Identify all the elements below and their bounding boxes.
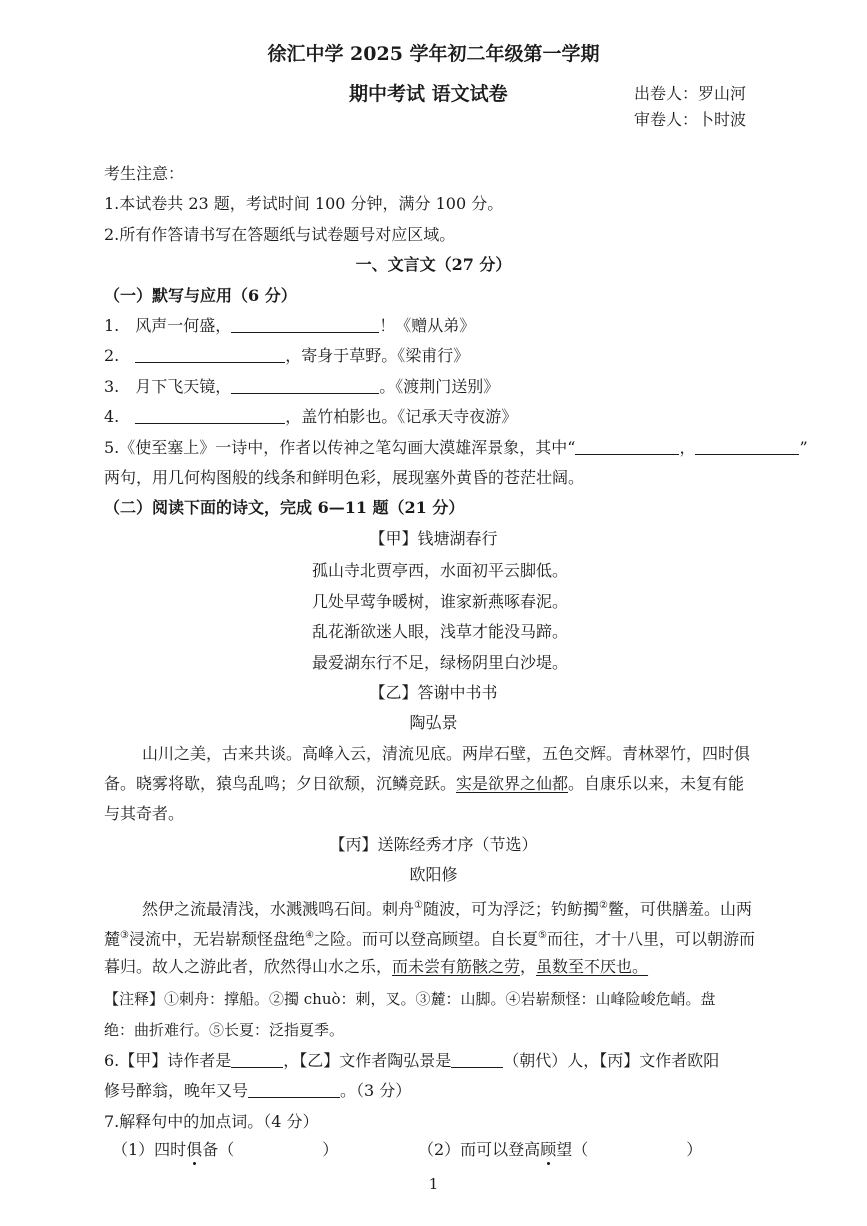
question-1 [104, 315, 475, 337]
text-segment: 浸流中，无岩崭颓怪盘绝 [128, 929, 305, 949]
answer-blank[interactable] [248, 1080, 340, 1098]
question-5-line-1 [104, 437, 808, 459]
dotted-word: 顾 [540, 1140, 557, 1159]
question-number: 2. [104, 346, 120, 365]
comma: ， [679, 438, 696, 457]
poem-jia-line: 最爱湖东行不足，绿杨阴里白沙堤。 [312, 653, 569, 672]
text-segment: 。自康乐以来，未复有能 [568, 774, 745, 793]
question-text: 5.《使至塞上》一诗中，作者以传神之笔勾画大漠雄浑景象，其中“ [104, 438, 576, 457]
question-7-title: 7.解释句中的加点词。（4 分） [104, 1112, 319, 1131]
notice-item-1: 1.本试卷共 23 题，考试时间 100 分钟，满分 100 分。 [104, 194, 504, 213]
question-5-line-2: 两句，用几何构图般的线条和鲜明色彩，展现塞外黄昏的苍茫壮阔。 [104, 468, 585, 487]
text-yi-line-2 [104, 773, 744, 795]
answer-blank[interactable] [135, 345, 285, 363]
question-text: ） [686, 1140, 703, 1159]
dotted-word: 俱 [186, 1140, 203, 1159]
question-6-line-2 [104, 1080, 411, 1102]
text-segment: 鳖，可供膳羞。山两 [607, 899, 752, 919]
exam-reviewer: 审卷人：卜时波 [634, 110, 747, 129]
note-mark: ① [414, 900, 423, 911]
question-4 [104, 406, 517, 428]
text-bing-line-3 [104, 956, 648, 978]
answer-blank[interactable] [451, 1050, 503, 1068]
question-number: 4. [104, 407, 120, 426]
text-yi-author: 陶弘景 [409, 713, 458, 732]
question-source: 。《渡荆门送别》 [379, 377, 500, 396]
part1-title: （一）默写与应用（6 分） [104, 286, 297, 305]
question-text: ，【乙】文作者陶弘景是 [283, 1051, 452, 1070]
question-text: 备（ [202, 1140, 235, 1159]
question-text: ） [322, 1140, 339, 1159]
part2-title: （二）阅读下面的诗文，完成 6—11 题（21 分） [104, 498, 465, 517]
answer-blank[interactable] [231, 376, 379, 394]
section-title: 一、文言文（27 分） [355, 255, 512, 274]
underlined-sentence: 虽数至不厌也。 [536, 957, 649, 976]
text-yi-line-3: 与其奇者。 [104, 804, 185, 823]
exam-author: 出卷人：罗山河 [634, 84, 747, 103]
text-segment: 然伊之流最清浅，水溅溅鸣石间。刺舟 [142, 899, 415, 919]
text-bing-line-1 [142, 895, 752, 920]
question-6-line-1 [104, 1050, 719, 1072]
poem-jia-line: 孤山寺北贾亭西，水面初平云脚低。 [312, 561, 569, 580]
exam-title: 徐汇中学 2025 学年初二年级第一学期 [267, 43, 600, 65]
underlined-sentence: 实是欲界之仙都 [456, 774, 569, 793]
question-text: （朝代）人，【丙】文作者欧阳 [503, 1051, 720, 1070]
poem-jia-line: 几处早莺争暖树，谁家新燕啄春泥。 [312, 592, 569, 611]
question-text: 风声一何盛， [135, 316, 232, 335]
question-3 [104, 376, 499, 398]
answer-blank[interactable] [575, 437, 679, 455]
question-number: 1. [104, 316, 120, 335]
answer-blank[interactable] [231, 315, 379, 333]
text-segment: 麓 [104, 929, 121, 949]
text-yi-title: 【乙】答谢中书书 [369, 683, 498, 702]
quote-end: ” [799, 438, 808, 457]
question-text: （1）四时 [112, 1140, 187, 1159]
question-text: 修号醉翁，晚年又号 [104, 1081, 249, 1100]
exam-subtitle: 期中考试 语文试卷 [349, 83, 508, 105]
text-segment: 而往，才十八里，可以朝游而 [546, 929, 755, 949]
question-7-sub-1 [112, 1139, 338, 1161]
question-source: ！《赠从弟》 [379, 316, 476, 335]
page-number: 1 [428, 1175, 439, 1193]
notes-line-2: 绝：曲折难行。⑤长夏：泛指夏季。 [104, 1021, 345, 1039]
text-segment: 备。晓雾将歇，猿鸟乱鸣；夕日欲颓，沉鳞竞跃。 [104, 774, 457, 793]
text-bing-line-2 [104, 925, 755, 950]
answer-blank[interactable] [135, 406, 285, 424]
text-segment: 暮归。故人之游此者，欣然得山水之乐， [104, 957, 393, 976]
question-text: 6.【甲】诗作者是 [104, 1051, 232, 1070]
text-segment: 随波，可为浮泛；钓鲂擉 [422, 899, 599, 919]
question-2 [104, 345, 469, 367]
answer-blank[interactable] [695, 437, 799, 455]
question-source: ，盖竹柏影也。《记承天寺夜游》 [285, 407, 518, 426]
poem-jia-title: 【甲】钱塘湖春行 [369, 529, 498, 548]
notice-item-2: 2.所有作答请书写在答题纸与试卷题号对应区域。 [104, 225, 456, 244]
note-mark: ② [599, 900, 608, 911]
text-segment: 之险。而可以登高顾望。自长夏 [313, 929, 538, 949]
text-segment: ， [520, 957, 537, 976]
note-mark: ⑤ [537, 930, 547, 941]
question-number: 3. [104, 377, 120, 396]
note-mark: ④ [305, 930, 314, 941]
question-7-sub-2 [418, 1139, 702, 1161]
question-text: 望（ [556, 1140, 589, 1159]
poem-jia-line: 乱花渐欲迷人眼，浅草才能没马蹄。 [312, 622, 569, 641]
question-text: 。（3 分） [340, 1081, 412, 1100]
question-text: 月下飞天镜， [135, 377, 232, 396]
underlined-sentence: 而未尝有筋骸之劳 [392, 957, 521, 976]
question-source: ，寄身于草野。《梁甫行》 [285, 346, 470, 365]
note-mark: ③ [120, 930, 129, 941]
text-bing-title: 【丙】送陈经秀才序（节选） [329, 835, 538, 854]
question-text: （2）而可以登高 [418, 1140, 541, 1159]
answer-blank[interactable] [231, 1050, 283, 1068]
notice-heading: 考生注意： [104, 164, 185, 183]
text-yi-line-1: 山川之美，古来共谈。高峰入云，清流见底。两岸石壁，五色交辉。青林翠竹，四时俱 [142, 744, 751, 763]
text-bing-author: 欧阳修 [409, 865, 458, 884]
notes-line-1: 【注释】①刺舟：撑船。②擉 chuò：刺，叉。③麓：山脚。④岩崭颓怪：山峰险峻危峭。盘 [104, 990, 716, 1008]
